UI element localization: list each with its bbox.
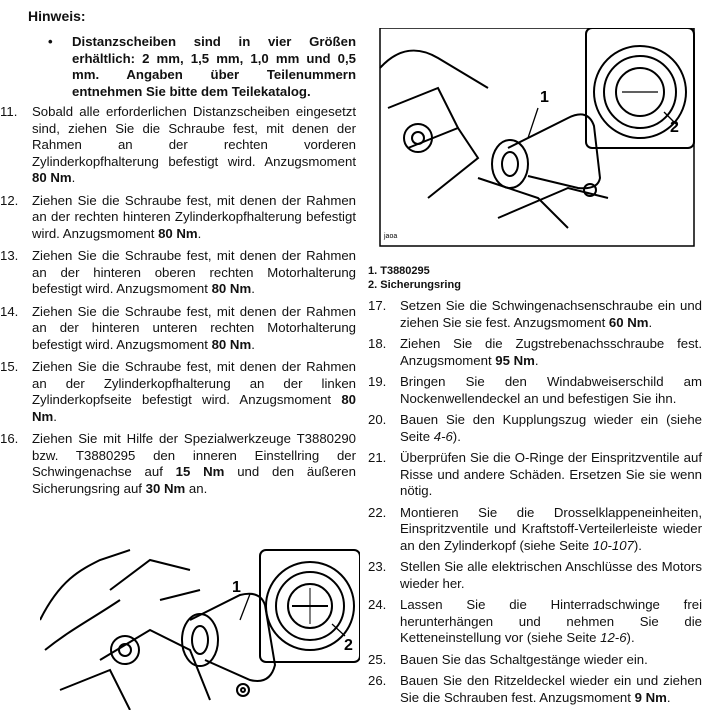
step-14 xyxy=(0,304,356,354)
tool-illustration xyxy=(40,540,360,710)
note-title: Hinweis: xyxy=(28,8,86,24)
step-20 xyxy=(368,412,702,445)
step-text: und den äußeren Sicherungsring auf xyxy=(32,464,356,496)
step-text: Stellen Sie alle elektrischen Anschlüsse des Motors wieder her. xyxy=(400,559,702,591)
step-17 xyxy=(368,298,702,331)
torque-value: 30 Nm xyxy=(145,480,186,496)
step-13 xyxy=(0,248,356,298)
callout-2: 2 xyxy=(670,119,679,136)
step-text: Ziehen Sie die Schraube fest, mit denen der Rahmen an der Zylinderkopfhalterung an der linken Zylinderkopfseite befestigt wird. Anzugsmoment xyxy=(32,359,356,407)
left-column xyxy=(0,0,356,654)
step-text: Ziehen Sie die Schraube fest, mit denen der Rahmen an der hinteren oberen rechten Motorhalterung befestigt wird. Anzugsmoment xyxy=(32,248,356,296)
step-text: Montieren Sie die Drosselklappeneinheiten, Einspritzventile und Kraftstoff-Verteilerleiste wieder an den Zylinderkopf (siehe Seite xyxy=(400,504,702,553)
step-text: Bauen Sie den Ritzeldeckel wieder ein und ziehen Sie die Schrauben fest. Anzugsmoment xyxy=(400,673,702,705)
bullet-dot: • xyxy=(48,34,53,49)
step-number: 24. xyxy=(368,597,387,612)
step-text: Lassen Sie die Hinterradschwinge frei herunterhängen und nehmen Sie die Ketteneinstellung vor (siehe Seite xyxy=(400,597,702,645)
step-text: Setzen Sie die Schwingenachsenschraube ein und ziehen Sie sie fest. Anzugsmoment xyxy=(400,298,702,330)
step-number: 15. xyxy=(0,359,19,374)
step-number: 23. xyxy=(368,559,387,574)
step-19 xyxy=(368,374,702,407)
step-23 xyxy=(368,559,702,592)
step-26 xyxy=(368,673,702,706)
torque-value: 60 Nm xyxy=(608,314,649,330)
step-18 xyxy=(368,336,702,369)
page-reference: 10-107 xyxy=(592,537,634,553)
step-22 xyxy=(368,505,702,555)
note-bullet-text: Distanzscheiben sind in vier Größen erhältlich: 2 mm, 1,5 mm, 1,0 mm und 0,5 mm. Angaben über Teilenummern entnehmen Sie bitte dem Teilekatalog. xyxy=(72,34,356,99)
step-tail: . xyxy=(648,314,653,330)
step-number: 11. xyxy=(0,104,18,119)
step-tail: . xyxy=(666,689,671,705)
torque-value: 80 Nm xyxy=(211,281,252,296)
step-number: 19. xyxy=(368,374,387,389)
page-reference: 4-6 xyxy=(433,428,453,444)
step-number: 26. xyxy=(368,673,387,688)
step-tail: . xyxy=(251,336,255,352)
step-text: Bringen Sie den Windabweiserschild am Nockenwellendeckel an und befestigen Sie ihn. xyxy=(400,374,702,406)
step-number: 20. xyxy=(368,412,387,427)
step-tail: ). xyxy=(626,630,635,645)
figure-code: jaoa xyxy=(384,233,398,240)
step-11 xyxy=(0,104,356,187)
step-text: Ziehen Sie mit Hilfe der Spezialwerkzeuge T3880290 bzw. T3880295 den inneren Einstellring der Schwingenachse auf xyxy=(32,431,356,479)
step-tail: . xyxy=(197,225,202,241)
step-number: 18. xyxy=(368,336,387,351)
figure-lower xyxy=(40,540,360,710)
step-number: 12. xyxy=(0,192,19,208)
step-25 xyxy=(368,652,702,669)
torque-value: 15 Nm xyxy=(175,464,225,479)
torque-value: 80 Nm xyxy=(158,225,198,241)
tool-illustration xyxy=(368,28,698,250)
note-bullet xyxy=(28,34,356,100)
step-21 xyxy=(368,450,702,500)
torque-value: 80 Nm xyxy=(32,170,72,185)
right-column xyxy=(368,0,702,711)
step-number: 14. xyxy=(0,303,19,319)
step-number: 21. xyxy=(368,450,387,465)
caption-1: 1. T3880295 xyxy=(368,265,430,277)
step-tail: . xyxy=(53,408,57,424)
figure-upper xyxy=(368,28,698,250)
step-number: 22. xyxy=(368,504,387,520)
step-number: 13. xyxy=(0,248,19,263)
step-number: 25. xyxy=(368,651,387,667)
step-number: 16. xyxy=(0,431,19,446)
right-steps xyxy=(368,298,702,706)
step-text: Bauen Sie das Schaltgestänge wieder ein. xyxy=(400,651,648,667)
step-text: Überprüfen Sie die O-Ringe der Einspritzventile auf Risse und andere Schäden. Ersetzen Sie sie wenn nötig. xyxy=(400,450,702,498)
step-tail: ). xyxy=(452,428,461,444)
step-15 xyxy=(0,359,356,425)
step-number: 17. xyxy=(368,298,387,313)
step-tail: ). xyxy=(633,537,642,553)
torque-value: 9 Nm xyxy=(634,689,667,705)
step-text: Ziehen Sie die Zugstrebenachsschraube fest. Anzugsmoment xyxy=(400,336,702,368)
step-text: Ziehen Sie die Schraube fest, mit denen der Rahmen an der hinteren unteren rechten Motorhalterung befestigt wird. Anzugsmoment xyxy=(32,303,356,352)
step-24 xyxy=(368,597,702,647)
torque-value: 95 Nm xyxy=(495,352,535,368)
torque-value: 80 Nm xyxy=(211,336,252,352)
step-text: Ziehen Sie die Schraube fest, mit denen der Rahmen an der rechten hinteren Zylinderkopfhalterung befestigt wird. Anzugsmoment xyxy=(32,192,356,241)
torque-value: 80 Nm xyxy=(32,392,356,424)
step-12 xyxy=(0,193,356,243)
step-tail: . xyxy=(71,170,76,185)
step-tail: . xyxy=(251,281,255,296)
page-reference: 12-6 xyxy=(600,630,627,645)
callout-1: 1 xyxy=(540,89,549,106)
step-16 xyxy=(0,431,356,497)
step-text: Sobald alle erforderlichen Distanzscheiben eingesetzt sind, ziehen Sie die Schraube fest, mit denen der Rahmen an der rechten vorderen Zylinderkopfhalterung befestigt wird. Anzugsmoment xyxy=(32,104,356,169)
callout-1: 1 xyxy=(232,579,241,596)
step-text: Bauen Sie den Kupplungszug wieder ein (siehe Seite xyxy=(400,412,702,444)
step-tail: . xyxy=(534,352,539,368)
callout-2: 2 xyxy=(344,637,353,654)
step-tail: an. xyxy=(185,480,208,496)
caption-2: 2. Sicherungsring xyxy=(368,279,461,291)
